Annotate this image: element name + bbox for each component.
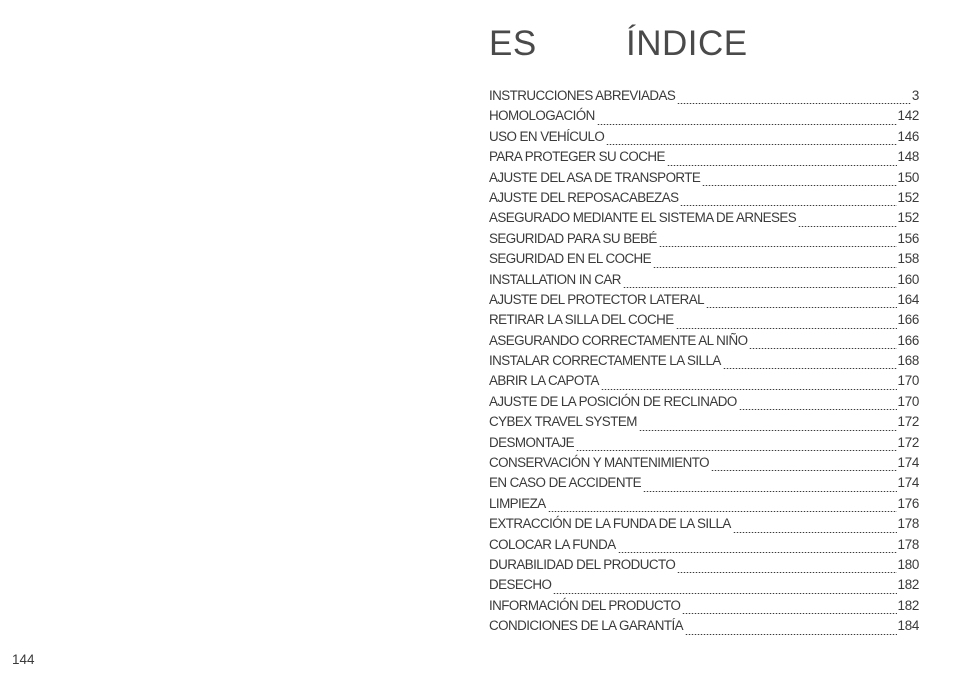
toc-entry-page: 152 xyxy=(897,189,919,205)
dot-leader xyxy=(711,470,897,471)
toc-entry-page: 178 xyxy=(897,516,919,532)
toc-entry[interactable] xyxy=(489,231,919,251)
toc-entry-page: 170 xyxy=(897,393,919,409)
toc-entry-label: CONDICIONES DE LA GARANTÍA xyxy=(489,618,684,634)
toc-entry-page: 180 xyxy=(897,556,919,572)
toc-entry-page: 152 xyxy=(897,210,919,226)
dot-leader xyxy=(623,287,897,288)
toc-entry-label: INSTRUCCIONES ABREVIADAS xyxy=(489,88,676,103)
toc-entry[interactable] xyxy=(489,251,919,271)
dot-leader xyxy=(643,491,897,492)
dot-leader xyxy=(749,348,896,349)
toc-entry[interactable] xyxy=(489,537,919,557)
dot-leader xyxy=(548,511,897,512)
toc-entry[interactable] xyxy=(489,108,919,128)
toc-entry-page: 150 xyxy=(897,169,919,185)
dot-leader xyxy=(798,226,896,227)
toc-entry[interactable] xyxy=(489,414,919,434)
language-code: ES xyxy=(489,24,537,63)
dot-leader xyxy=(677,572,896,573)
toc-entry-label: CONSERVACIÓN Y MANTENIMIENTO xyxy=(489,455,709,471)
toc-entry-label: AJUSTE DE LA POSICIÓN DE RECLINADO xyxy=(489,393,737,409)
toc-entry-page: 166 xyxy=(897,332,919,348)
dot-leader xyxy=(685,634,897,635)
toc-entry[interactable] xyxy=(489,353,919,373)
toc-entry-page: 166 xyxy=(897,312,919,328)
toc-entry[interactable] xyxy=(489,333,919,353)
toc-entry-page: 168 xyxy=(897,353,919,369)
toc-entry-page: 174 xyxy=(897,475,919,491)
toc-entry-page: 156 xyxy=(897,230,919,246)
toc-entry[interactable] xyxy=(489,577,919,597)
dot-leader xyxy=(576,450,897,451)
dot-leader xyxy=(653,267,896,268)
toc-entry-label: DURABILIDAD DEL PRODUCTO xyxy=(489,556,676,572)
toc-entry-label: USO EN VEHÍCULO xyxy=(489,128,605,144)
dot-leader xyxy=(659,246,897,247)
toc-entry-label: ASEGURADO MEDIANTE EL SISTEMA DE ARNESES xyxy=(489,210,797,226)
toc-entry[interactable] xyxy=(489,475,919,495)
toc-entry-page: 182 xyxy=(897,577,919,593)
toc-entry[interactable] xyxy=(489,190,919,210)
toc-entry-page: 170 xyxy=(897,373,919,389)
toc-entry-label: AJUSTE DEL REPOSACABEZAS xyxy=(489,189,679,205)
toc-entry-label: ABRIR LA CAPOTA xyxy=(489,373,599,389)
toc-entry[interactable] xyxy=(489,557,919,577)
toc-entry-label: LIMPIEZA xyxy=(489,495,546,511)
toc-entry[interactable] xyxy=(489,272,919,292)
toc-entry-label: CYBEX TRAVEL SYSTEM xyxy=(489,414,637,430)
dot-leader xyxy=(680,205,896,206)
toc-entry-label: AJUSTE DEL PROTECTOR LATERAL xyxy=(489,291,705,307)
dot-leader xyxy=(677,103,911,104)
page-number: 144 xyxy=(12,652,35,667)
toc-entry[interactable] xyxy=(489,618,919,638)
toc-entry-label: INSTALAR CORRECTAMENTE LA SILLA xyxy=(489,353,721,369)
toc-entry-label: AJUSTE DEL ASA DE TRANSPORTE xyxy=(489,169,701,185)
dot-leader xyxy=(618,552,897,553)
toc-entry-label: RETIRAR LA SILLA DEL COCHE xyxy=(489,312,674,328)
toc-entry[interactable] xyxy=(489,373,919,393)
dot-leader xyxy=(676,328,897,329)
toc-entry-label: EN CASO DE ACCIDENTE xyxy=(489,475,641,491)
dot-leader xyxy=(733,532,897,533)
dot-leader xyxy=(639,430,897,431)
dot-leader xyxy=(702,185,896,186)
toc-entry[interactable] xyxy=(489,394,919,414)
dot-leader xyxy=(706,307,897,308)
toc-entry-page: 146 xyxy=(897,128,919,144)
toc-entry-label: SEGURIDAD EN EL COCHE xyxy=(489,251,652,267)
toc-entry-page: 174 xyxy=(897,455,919,471)
toc-entry-page: 178 xyxy=(897,536,919,552)
toc-entry-label: INFORMACIÓN DEL PRODUCTO xyxy=(489,597,681,613)
toc-entry[interactable] xyxy=(489,516,919,536)
dot-leader xyxy=(739,409,897,410)
dot-leader xyxy=(597,124,897,125)
toc-entry-page: 184 xyxy=(897,618,919,634)
toc-entry-page: 164 xyxy=(897,291,919,307)
toc-entry[interactable] xyxy=(489,149,919,169)
toc-entry-label: DESECHO xyxy=(489,577,552,593)
toc-entry[interactable] xyxy=(489,312,919,332)
toc-entry-page: 182 xyxy=(897,597,919,613)
toc-entry-label: HOMOLOGACIÓN xyxy=(489,108,595,124)
dot-leader xyxy=(723,368,897,369)
dot-leader xyxy=(667,165,897,166)
toc-entry[interactable] xyxy=(489,170,919,190)
toc-entry[interactable] xyxy=(489,129,919,149)
toc-entry-label: INSTALLATION IN CAR xyxy=(489,271,621,287)
toc-entry-page: 172 xyxy=(897,414,919,430)
toc-entry[interactable] xyxy=(489,88,919,108)
toc-entry-page: 142 xyxy=(897,108,919,124)
toc-entry-label: DESMONTAJE xyxy=(489,434,575,450)
toc-entry[interactable] xyxy=(489,455,919,475)
toc-entry[interactable] xyxy=(489,292,919,312)
toc-entry-label: EXTRACCIÓN DE LA FUNDA DE LA SILLA xyxy=(489,516,731,532)
toc-entry-page: 160 xyxy=(897,271,919,287)
toc-entry-label: PARA PROTEGER SU COCHE xyxy=(489,149,665,165)
toc-entry[interactable] xyxy=(489,435,919,455)
toc-entry-page: 176 xyxy=(897,495,919,511)
toc-entry-label: COLOCAR LA FUNDA xyxy=(489,536,616,552)
toc-entry-label: SEGURIDAD PARA SU BEBÉ xyxy=(489,230,657,246)
toc-entry-page: 148 xyxy=(897,149,919,165)
toc-entry-page: 172 xyxy=(897,434,919,450)
toc-entry[interactable] xyxy=(489,598,919,618)
dot-leader xyxy=(553,593,896,594)
toc-entry-label: ASEGURANDO CORRECTAMENTE AL NIÑO xyxy=(489,332,748,348)
page-title: ÍNDICE xyxy=(626,24,748,63)
dot-leader xyxy=(606,144,896,145)
dot-leader xyxy=(682,613,896,614)
table-of-contents xyxy=(489,88,919,639)
toc-entry-page: 158 xyxy=(897,251,919,267)
toc-entry-page: 3 xyxy=(911,88,919,103)
dot-leader xyxy=(601,389,897,390)
toc-entry[interactable] xyxy=(489,210,919,230)
toc-entry[interactable] xyxy=(489,496,919,516)
